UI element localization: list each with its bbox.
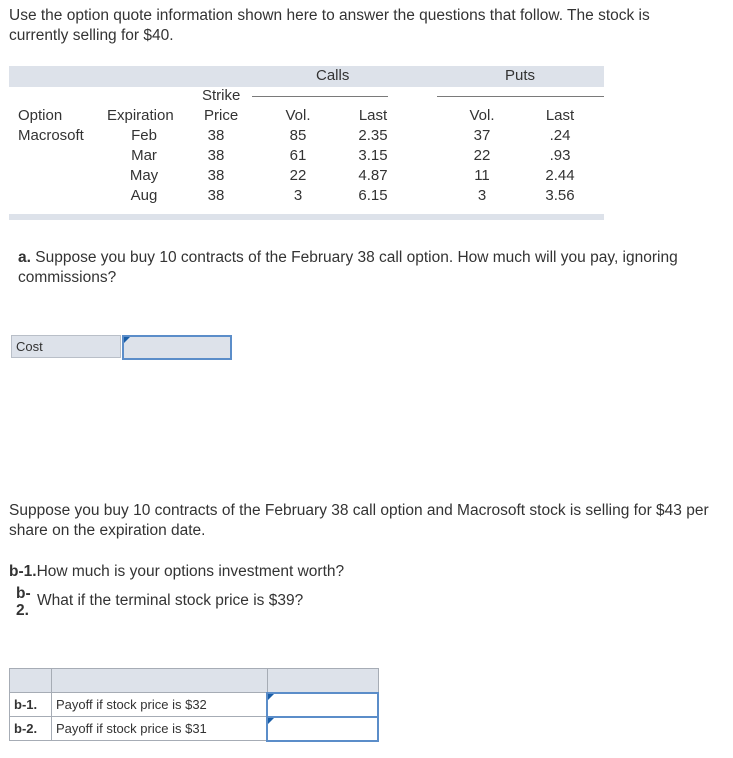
cost-input[interactable] <box>122 335 232 360</box>
answer-flag-icon <box>268 718 274 724</box>
header-cell <box>267 669 378 693</box>
row-call-vol: 61 <box>289 147 307 164</box>
calls-divider <box>252 96 388 97</box>
row-strike: 38 <box>207 167 225 184</box>
header-cell <box>10 669 52 693</box>
question-b: Suppose you buy 10 contracts of the February 38 call option and Macrosoft stock is selling for $43 per share on the expiration date. <box>9 502 709 539</box>
cost-label: Cost <box>11 335 121 358</box>
puts-header: Puts <box>505 67 536 84</box>
row-exp: Mar <box>131 147 157 164</box>
row-call-last: 6.15 <box>358 187 388 204</box>
row-put-last: 3.56 <box>545 187 575 204</box>
call-last-header: Last <box>358 107 388 124</box>
answer-label: Payoff if stock price is $31 <box>52 717 268 741</box>
table-row <box>10 693 379 717</box>
row-put-vol: 11 <box>474 167 490 184</box>
put-vol-header: Vol. <box>469 107 495 124</box>
answer-table <box>9 668 379 742</box>
answer-flag-icon <box>268 694 274 700</box>
option-header: Option <box>18 107 63 124</box>
row-call-last: 2.35 <box>358 127 388 144</box>
row-put-last: 2.44 <box>545 167 575 184</box>
row-exp: Feb <box>131 127 157 144</box>
row-strike: 38 <box>207 147 225 164</box>
row-exp: Aug <box>130 187 158 204</box>
answer-table-header-row <box>10 669 379 693</box>
price-header: Price <box>204 107 239 124</box>
table-row <box>10 717 379 741</box>
header-cell <box>52 669 268 693</box>
question-a-tag: a. <box>18 249 31 266</box>
footer-band <box>9 214 604 220</box>
question-b2-tag-line1: b- <box>16 585 31 602</box>
question-a-text: Suppose you buy 10 contracts of the February 38 call option. How much will you pay, ignoring commissions? <box>18 249 678 286</box>
row-call-vol: 85 <box>289 127 307 144</box>
row-put-vol: 37 <box>473 127 491 144</box>
answer-input-b2[interactable] <box>267 717 378 741</box>
row-put-last: .93 <box>549 147 571 164</box>
answer-input-b1[interactable] <box>267 693 378 717</box>
answer-tag: b-1. <box>10 693 52 717</box>
question-a <box>18 248 708 288</box>
question-b1 <box>9 563 344 581</box>
row-exp: May <box>129 167 159 184</box>
row-call-vol: 3 <box>293 187 303 204</box>
row-call-vol: 22 <box>289 167 307 184</box>
puts-divider <box>437 96 604 97</box>
row-put-last: .24 <box>549 127 571 144</box>
intro-text: Use the option quote information shown here to answer the questions that follow. The stock is currently selling for $40. <box>9 7 650 44</box>
expiration-header: Expiration <box>107 107 174 124</box>
call-vol-header: Vol. <box>285 107 311 124</box>
row-put-vol: 3 <box>477 187 487 204</box>
calls-header: Calls <box>316 67 350 84</box>
answer-tag: b-2. <box>10 717 52 741</box>
question-b1-text: How much is your options investment worth? <box>36 563 345 580</box>
answer-flag-icon <box>124 337 130 343</box>
answer-label: Payoff if stock price is $32 <box>52 693 268 717</box>
strike-header: Strike <box>202 87 241 104</box>
row-call-last: 3.15 <box>358 147 388 164</box>
row-strike: 38 <box>207 127 225 144</box>
row-strike: 38 <box>207 187 225 204</box>
question-b2-tag <box>16 585 31 619</box>
question-b2-tag-line2: 2. <box>16 602 29 619</box>
question-b2-text: What if the terminal stock price is $39? <box>37 592 304 609</box>
row-call-last: 4.87 <box>358 167 388 184</box>
put-last-header: Last <box>545 107 575 124</box>
row-put-vol: 22 <box>473 147 491 164</box>
option-name: Macrosoft <box>18 127 84 144</box>
question-b1-tag: b-1. <box>9 563 37 580</box>
